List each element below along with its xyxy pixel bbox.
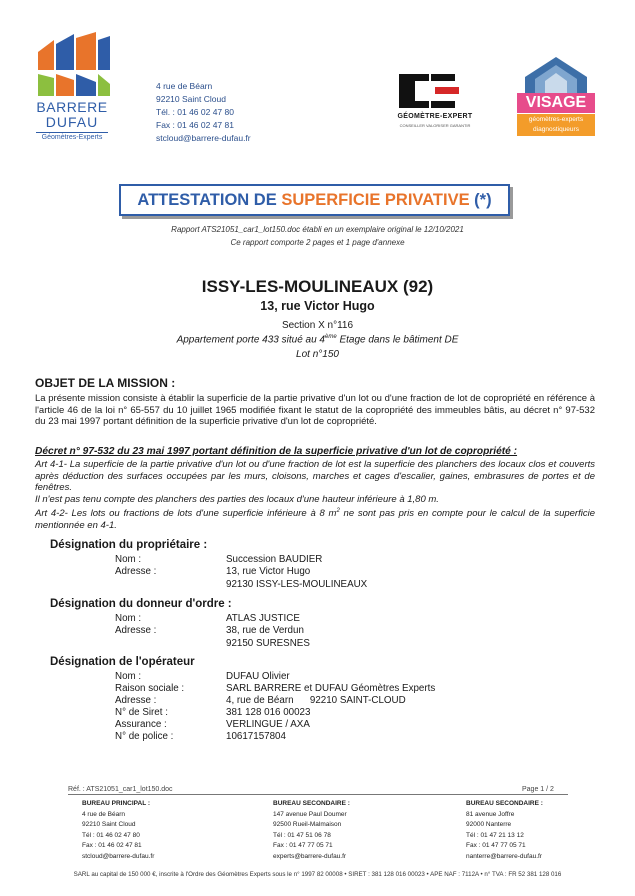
brand-tagline: Géomètres-Experts: [41, 134, 103, 141]
address-line: Fax : 01 46 02 47 81: [156, 120, 234, 130]
owner-name-label: Nom :: [115, 554, 142, 565]
house-logo-icon: [517, 55, 595, 93]
client-heading: Désignation du donneur d'ordre :: [50, 598, 232, 610]
visage-logo: [517, 55, 595, 137]
operator-name-label: Nom :: [115, 671, 142, 682]
address-line: stcloud@barrere-dufau.fr: [156, 133, 251, 143]
barrere-dufau-logo: [30, 30, 114, 152]
title-part2: SUPERFICIE PRIVATIVE: [281, 191, 470, 209]
owner-address-line2: 92130 ISSY-LES-MOULINEAUX: [226, 579, 368, 590]
geometre-expert-logo: [395, 72, 475, 130]
page-number: Page 1 / 2: [522, 786, 554, 793]
mission-heading: OBJET DE LA MISSION :: [35, 376, 176, 390]
visage-subtitle: géomètres-experts diagnostiqueurs: [517, 114, 595, 136]
ge-emblem-icon: [395, 72, 475, 112]
property-street: 13, rue Victor Hugo: [260, 299, 375, 313]
operator-company-label: Raison sociale :: [115, 683, 185, 694]
brand-line2: DUFAU: [45, 114, 99, 130]
brand-divider: [36, 132, 108, 133]
decret-heading: Décret n° 97-532 du 23 mai 1997 portant définition de la superficie privative d'un lot de copropriété :: [35, 446, 518, 457]
office-main: BUREAU PRINCIPAL : 4 rue de Béarn 92210 Saint Cloud Tél : 01 46 02 47 80 Fax : 01 46 02 47 81 stcloud@barrere-dufau.fr: [82, 800, 155, 860]
address-line: 92210 Saint Cloud: [156, 94, 226, 104]
operator-name: DUFAU Olivier: [226, 671, 290, 682]
title-part3: (*): [469, 191, 492, 209]
buildings-logo-icon: [30, 30, 114, 98]
operator-address-label: Adresse :: [115, 695, 157, 706]
operator-company: SARL BARRERE et DUFAU Géomètres Experts: [226, 683, 436, 694]
operator-address: 4, rue de Béarn 92210 SAINT-CLOUD: [226, 695, 406, 706]
ge-name: GÉOMÈTRE-EXPERT: [397, 113, 473, 120]
article-4-1: Art 4-1- La superficie de la partie privative d'un lot ou d'une fraction de lot est la superficie des planchers des locaux clos et couverts après déduction des surfaces occupées par les murs, cloisons, marches et cages d'escalier, gaines, embrasures de portes et de fenêtres.: [35, 459, 595, 494]
operator-siret-label: N° de Siret :: [115, 707, 168, 718]
mission-intro: La présente mission consiste à établir la superficie de la partie privative d'un lot ou d'une fraction de lot de copropriété en référence à l'article 46 de la loi n° 65-557 du 10 juillet 1965 modifiée fixant le statut de la copropriété des immeubles bâtis, au décret n° 97-532 du 23 mai 1997 portant définition de la superficie privative d'un lot de copropriété.: [35, 393, 595, 428]
company-address: [156, 80, 251, 145]
client-address-line1: 38, rue de Verdun: [226, 625, 304, 636]
operator-siret: 381 128 016 00023: [226, 707, 311, 718]
client-address-line2: 92150 SURESNES: [226, 638, 310, 649]
address-line: Tél. : 01 46 02 47 80: [156, 107, 234, 117]
property-lot: Lot n°150: [296, 349, 339, 360]
operator-insurance-label: Assurance :: [115, 719, 167, 730]
property-apartment: Appartement porte 433 situé au 4ème Etage dans le bâtiment DE: [176, 334, 459, 346]
article-4-2: Art 4-2- Les lots ou fractions de lots d'une superficie inférieure à 8 $m^2$ ne sont pas pris en compte pour le calcul de la superficie mentionnée en 4-1.: [35, 508, 595, 531]
height-note: Il n'est pas tenu compte des planchers des parties des locaux d'une hauteur inférieure à 1,80 m.: [35, 494, 439, 505]
client-address-label: Adresse :: [115, 625, 157, 636]
property-city: ISSY-LES-MOULINEAUX (92): [201, 277, 434, 296]
footer-divider: [68, 794, 568, 795]
address-line: 4 rue de Béarn: [156, 81, 213, 91]
operator-heading: Désignation de l'opérateur: [50, 656, 195, 668]
client-name-label: Nom :: [115, 613, 142, 624]
visage-name: VISAGE: [517, 93, 595, 113]
client-name: ATLAS JUSTICE: [226, 613, 300, 624]
brand-line1: BARRERE: [36, 99, 108, 115]
title-part1: ATTESTATION DE: [137, 191, 282, 209]
owner-name: Succession BAUDIER: [226, 554, 323, 565]
footer-reference: Réf. : ATS21051_car1_lot150.doc: [68, 786, 173, 793]
owner-heading: Désignation du propriétaire :: [50, 539, 208, 551]
property-section: Section X n°116: [281, 320, 354, 331]
owner-address-line1: 13, rue Victor Hugo: [226, 566, 311, 577]
owner-address-label: Adresse :: [115, 566, 157, 577]
operator-policy-label: N° de police :: [115, 731, 174, 742]
legal-notice: SARL au capital de 150 000 €, inscrite à l'Ordre des Géomètres Experts sous le n° 1997 82 00008 • SIRET : 381 128 016 00023 • APE NAF : 7112A • n° TVA : FR 52 381 128 016: [73, 871, 562, 878]
office-rueil: BUREAU SECONDAIRE : 147 avenue Paul Doumer 92500 Rueil-Malmaison Tél : 01 47 51 06 78 Fax : 01 47 77 05 71 experts@barrere-dufau.fr: [273, 800, 350, 860]
report-line2: Ce rapport comporte 2 pages et 1 page d'annexe: [230, 238, 405, 247]
document-title: [119, 184, 510, 216]
office-nanterre: BUREAU SECONDAIRE : 81 avenue Joffre 92000 Nanterre Tél : 01 47 21 13 12 Fax : 01 47 77 05 71 nanterre@barrere-dufau.fr: [466, 800, 543, 860]
report-line1: Rapport ATS21051_car1_lot150.doc établi en un exemplaire original le 12/10/2021: [171, 225, 464, 234]
ge-tagline: CONSEILLER VALORISER GARANTIR: [399, 123, 471, 128]
operator-insurance: VERLINGUE / AXA: [226, 719, 310, 730]
operator-policy: 10617157804: [226, 731, 286, 742]
